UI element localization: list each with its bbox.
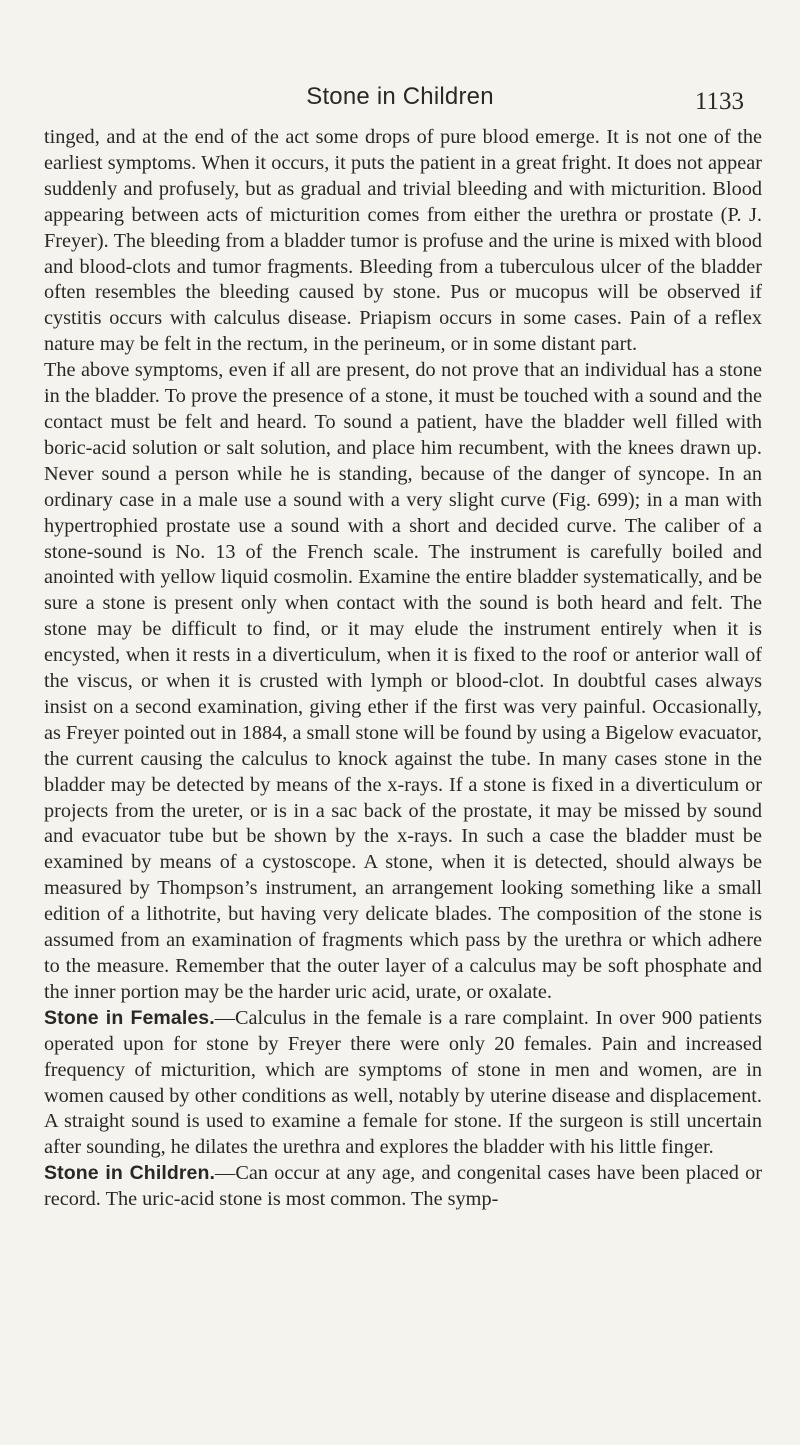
body-text [44,125,762,1213]
paragraph-text: —Calculus in the female is a rare complaint. In over 900 patients operated upon for stone by Freyer there were only 20 females. Pain and increased frequency of micturition, which are symptoms of stone in men and women, are in women caused by other conditions as well, notably by uterine disease and displacement. A straight sound is used to examine a female for stone. If the surgeon is still uncertain after sounding, he dilates the urethra and explores the bladder with his little finger. [44,1006,763,1159]
running-title: Stone in Children [306,83,494,110]
paragraph-stone-in-children [44,1161,762,1213]
paragraph-sounding: The above symptoms, even if all are present, do not prove that an individual has a stone in the bladder. To prove the presence of a stone, it must be touched with a sound and the contact must be felt and heard. To sound a patient, have the bladder well filled with boric-acid solution or salt solution, and place him recumbent, with the knees drawn up. Never sound a person while he is standing, because of the danger of syncope. In an ordinary case in a male use a sound with a very slight curve (Fig. 699); in a man with hypertrophied prostate use a sound with a short and decided curve. The caliber of a stone-sound is No. 13 of the French scale. The instrument is carefully boiled and anointed with yellow liquid cosmolin. Examine the entire bladder systematically, and be sure a stone is present only when contact with the sound is both heard and felt. The stone may be difficult to find, or it may elude the instrument entirely when it is encysted, when it rests in a diverticulum, when it is fixed to the roof or anterior wall of the viscus, or when it is crusted with lymph or blood-clot. In doubtful cases always insist on a second examination, giving ether if the first was very painful. Occasionally, as Freyer pointed out in 1884, a small stone will be found by using a Bigelow evacuator, the current causing the calculus to knock against the tube. In many cases stone in the bladder may be detected by means of the x-rays. If a stone is fixed in a diverticulum or projects from the ureter, or is in a sac back of the prostate, it may be missed by sound and evacuator tube but be shown by the x-rays. In such a case the bladder must be examined by means of a cystoscope. A stone, when it is detected, should always be measured by Thompson’s instrument, an arrangement looking something like a small edition of a lithotrite, but having very delicate blades. The composition of the stone is assumed from an examination of fragments which pass by the urethra or which adhere to the measure. Remember that the outer layer of a calculus may be soft phosphate and the inner portion may be the harder uric acid, urate, or oxalate. [44,359,762,1003]
paragraph-stone-in-females [44,1006,762,1161]
paragraph-hematuria: tinged, and at the end of the act some drops of pure blood emerge. It is not one of the earliest symptoms. When it occurs, it puts the patient in a great fright. It does not appear suddenly and profusely, but as gradual and trivial bleeding and with micturition. Blood appearing between acts of micturition comes from either the urethra or prostate (P. J. Freyer). The bleeding from a bladder tumor is profuse and the urine is mixed with blood and blood-clots and tumor fragments. Bleeding from a tuberculous ulcer of the bladder often resembles the bleeding caused by stone. Pus or mucopus will be observed if cystitis occurs with calculus disease. Priapism occurs in some cases. Pain of a reflex nature may be felt in the rectum, in the perineum, or in some distant part. [44,126,762,356]
paragraph-text: —Can occur at any age, and congenital cases have been placed or record. The uric-acid stone is most common. The symp- [44,1162,762,1211]
running-head [0,82,800,116]
section-heading-stone-in-children: Stone in Children. [44,1162,216,1185]
section-heading-stone-in-females: Stone in Females. [44,1006,215,1029]
page-number: 1133 [694,88,744,115]
